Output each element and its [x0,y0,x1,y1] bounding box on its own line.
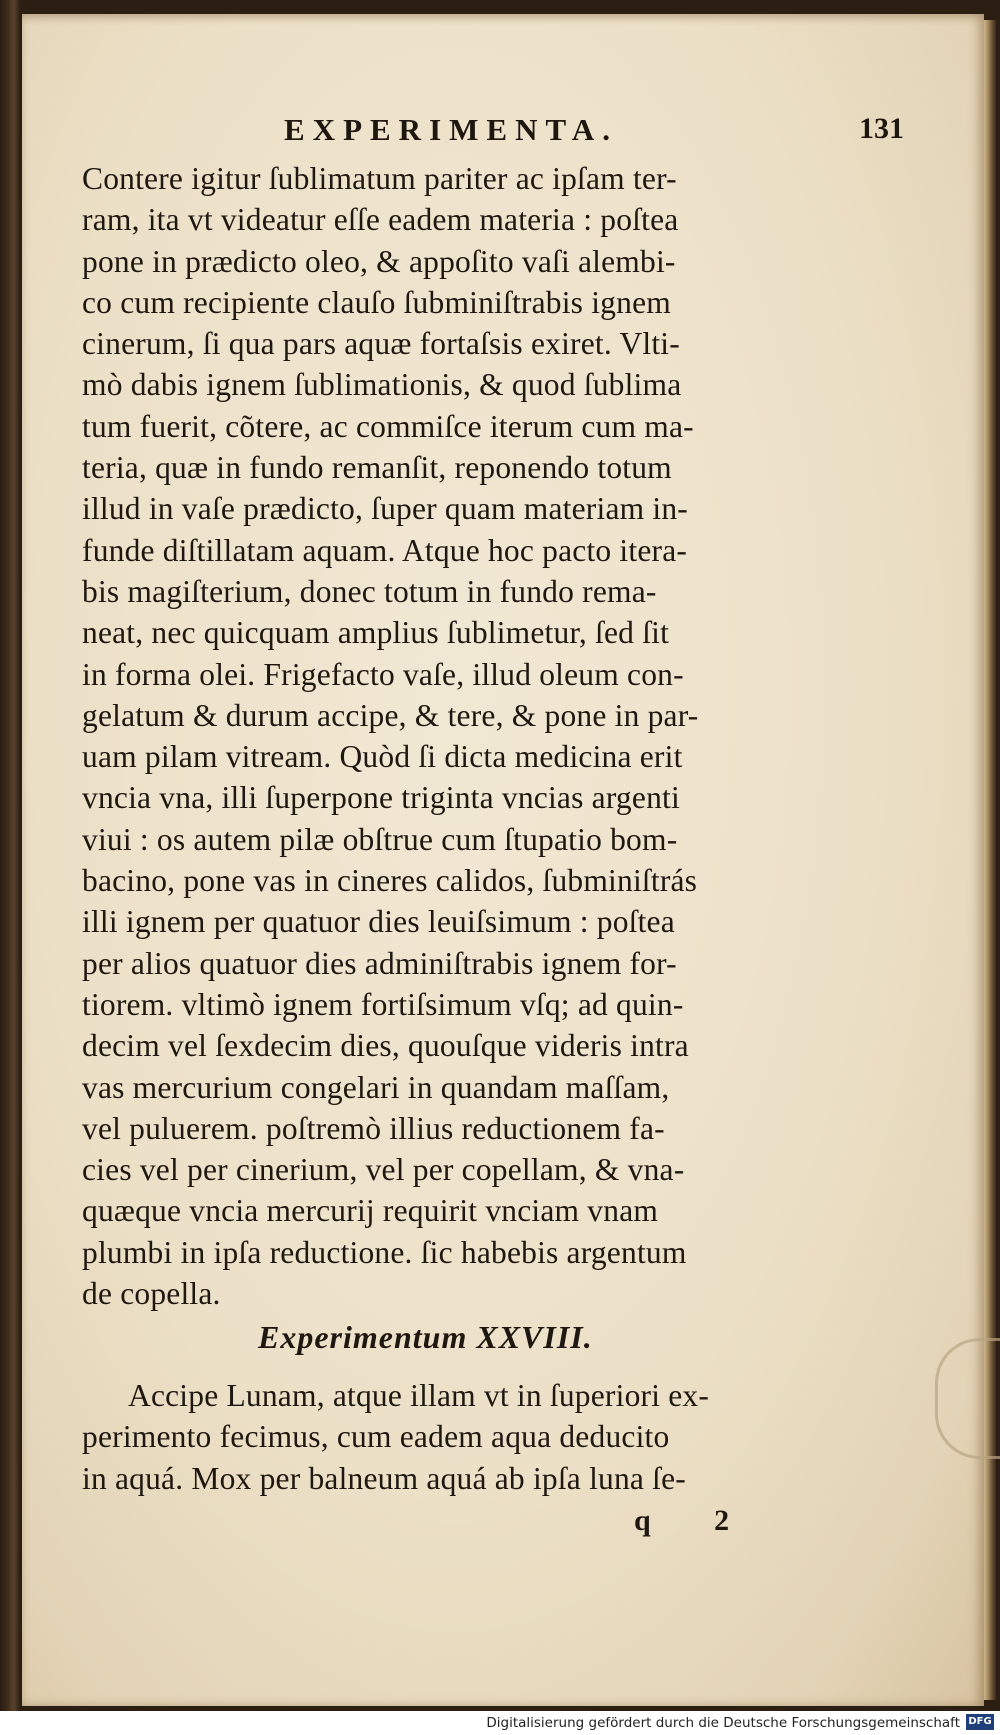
text-line: per alios quatuor dies adminiſtrabis ignem for- [82,945,677,981]
text-line: tiorem. vltimò ignem fortiſsimum vſq; ad quin- [82,986,684,1022]
body-text [82,158,832,1314]
section-heading: Experimentum XXVIII. [258,1319,593,1355]
text-line: vncia vna, illi ſuperpone triginta vncias argenti [82,780,680,816]
text-line: in aquá. Mox per balneum aquá ab ipſa luna ſe- [82,1460,686,1496]
text-line: quæque vncia mercurij requirit vnciam vnam [82,1193,659,1229]
text-line: illi ignem per quatuor dies leuiſsimum : poſtea [82,904,675,940]
text-line: in forma olei. Frigefacto vaſe, illud oleum con- [82,656,684,692]
running-title: EXPERIMENTA. [284,112,618,147]
text-line: plumbi in ipſa reductione. ſic habebis argentum [82,1234,687,1270]
text-line: bis magiſterium, donec totum in fundo rema- [82,573,657,609]
text-line: Contere igitur ſublimatum pariter ac ipſam ter- [82,161,677,196]
running-head [134,112,914,152]
folio-number: 131 [859,112,904,145]
footer-credit: Digitalisierung gefördert durch die Deutsche Forschungsgemeinschaft [486,1715,960,1731]
text-line: decim vel ſexdecim dies, quouſque videris intra [82,1028,689,1064]
book-page [22,14,984,1706]
text-line: Accipe Lunam, atque illam vt in ſuperiori ex- [128,1378,710,1413]
text-line: perimento fecimus, cum eadem aqua deducito [82,1419,670,1455]
text-line: illud in vaſe prædicto, ſuper quam materiam in- [82,491,688,527]
digitization-footer [0,1711,1000,1735]
text-line: vas mercurium congelari in quandam maſſam, [82,1069,670,1105]
text-line: uam pilam vitream. Quòd ſi dicta medicina erit [82,739,683,775]
dfg-logo-icon: DFG [966,1714,994,1730]
text-line: neat, nec quicquam amplius ſublimetur, ſed ſit [82,615,670,651]
text-line: tum fuerit, cõtere, ac commiſce iterum cum ma- [82,408,694,444]
text-line: viui : os autem pilæ obſtrue cum ſtupatio bom- [82,821,678,857]
text-line: vel puluerem. poſtremò illius reductionem fa- [82,1110,665,1146]
text-line: ram, ita vt videatur eſſe eadem materia : poſtea [82,202,679,238]
text-line: bacino, pone vas in cineres calidos, ſubminiſtrás [82,863,698,899]
text-line: mò dabis ignem ſublimationis, & quod ſublima [82,367,682,403]
text-line: cies vel per cinerium, vel per copellam, & vna- [82,1152,685,1188]
text-line: cinerum, ſi qua pars aquæ fortaſsis exiret. Vlti- [82,326,680,362]
text-line: pone in prædicto oleo, & appoſito vaſi alembi- [82,243,676,279]
text-line: gelatum & durum accipe, & tere, & pone in par- [82,697,699,733]
signature-mark: q 2 [634,1504,758,1537]
text-line: co cum recipiente clauſo ſubminiſtrabis ignem [82,284,671,320]
text-line: de copella. [82,1276,221,1312]
text-line: teria, quæ in fundo remanſit, reponendo totum [82,450,672,486]
section-text [82,1375,832,1499]
clasp-shadow [935,1338,1000,1459]
text-line: funde diſtillatam aquam. Atque hoc pacto itera- [82,532,688,568]
